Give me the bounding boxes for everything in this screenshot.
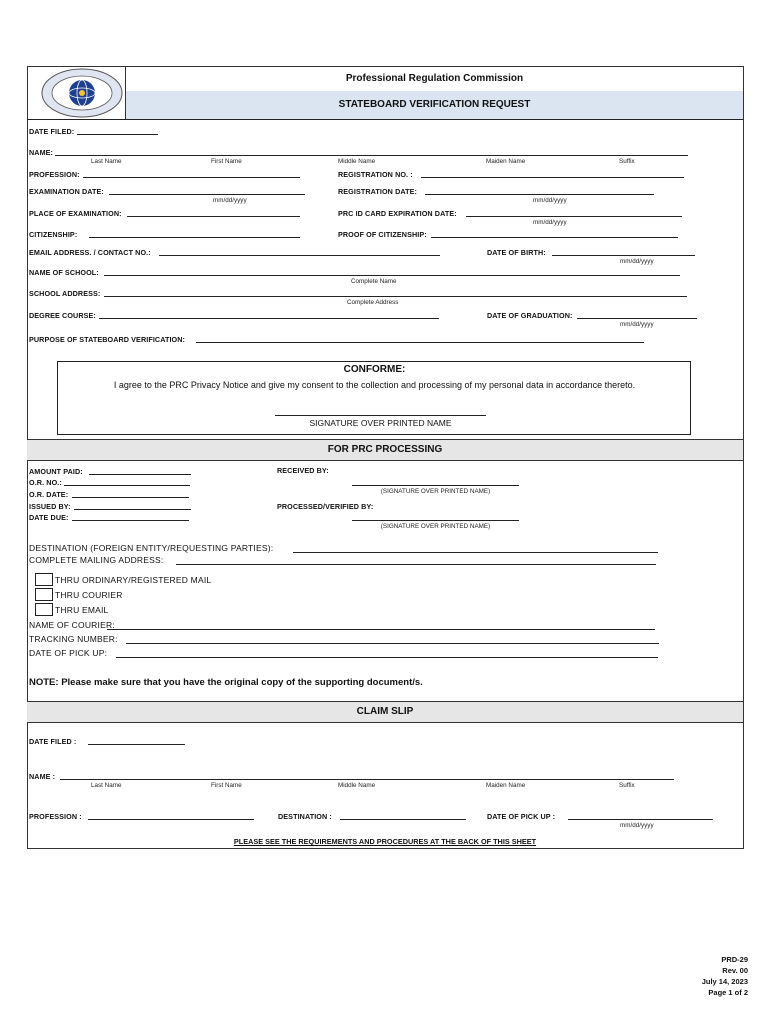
- date-of-pickup-label: DATE OF PICK UP:: [29, 648, 108, 658]
- proof-of-citizenship-field[interactable]: [431, 237, 678, 238]
- prc-id-expiration-field[interactable]: [466, 216, 682, 217]
- claim-maiden-name-caption: Maiden Name: [486, 782, 526, 789]
- citizenship-label: CITIZENSHIP:: [29, 230, 78, 239]
- claim-middle-name-caption: Middle Name: [338, 782, 376, 789]
- issued-by-label: ISSUED BY:: [29, 502, 71, 511]
- claim-last-name-caption: Last Name: [91, 782, 122, 789]
- claim-name-field[interactable]: [60, 779, 674, 780]
- form-code: PRD-29: [721, 955, 748, 964]
- form-title: STATEBOARD VERIFICATION REQUEST: [125, 91, 743, 120]
- registration-no-label: REGISTRATION NO. :: [338, 170, 413, 179]
- prc-id-expiration-label: PRC ID CARD EXPIRATION DATE:: [338, 209, 457, 218]
- name-of-school-field[interactable]: [104, 275, 680, 276]
- supporting-documents-note: NOTE: Please make sure that you have the original copy of the supporting document/s.: [29, 677, 423, 688]
- last-name-caption: Last Name: [91, 158, 122, 165]
- date-of-birth-label: DATE OF BIRTH:: [487, 248, 546, 257]
- date-of-pickup-field[interactable]: [116, 657, 658, 658]
- reg-date-format: mm/dd/yyyy: [533, 197, 567, 204]
- name-of-school-label: NAME OF SCHOOL:: [29, 268, 99, 277]
- claim-destination-field[interactable]: [340, 819, 466, 820]
- amount-paid-label: AMOUNT PAID:: [29, 467, 83, 476]
- see-back-notice: PLEASE SEE THE REQUIREMENTS AND PROCEDURES AT THE BACK OF THIS SHEET: [233, 837, 537, 846]
- date-due-field[interactable]: [72, 520, 189, 521]
- place-of-exam-field[interactable]: [127, 216, 300, 217]
- mailing-address-field[interactable]: [176, 564, 656, 565]
- or-no-label: O.R. NO.:: [29, 478, 62, 487]
- dob-date-format: mm/dd/yyyy: [620, 258, 654, 265]
- school-address-label: SCHOOL ADDRESS:: [29, 289, 101, 298]
- registration-no-field[interactable]: [421, 177, 684, 178]
- email-contact-field[interactable]: [159, 255, 440, 256]
- tracking-number-field[interactable]: [126, 643, 659, 644]
- org-name: Professional Regulation Commission: [125, 66, 743, 92]
- profession-field[interactable]: [83, 177, 300, 178]
- conforme-title: CONFORME:: [343, 364, 406, 375]
- name-of-courier-label: NAME OF COURIER:: [29, 620, 115, 630]
- prc-id-date-format: mm/dd/yyyy: [533, 219, 567, 226]
- destination-field[interactable]: [293, 552, 658, 553]
- registration-date-label: REGISTRATION DATE:: [338, 187, 417, 196]
- claim-date-filed-field[interactable]: [88, 744, 185, 745]
- processed-by-label: PROCESSED/VERIFIED BY:: [277, 502, 374, 511]
- received-by-label: RECEIVED BY:: [277, 466, 329, 475]
- name-of-courier-field[interactable]: [107, 629, 655, 630]
- opt-courier-label: THRU COURIER: [55, 590, 123, 600]
- claim-date-of-pickup-field[interactable]: [568, 819, 713, 820]
- prc-processing-header: FOR PRC PROCESSING: [27, 439, 743, 461]
- claim-first-name-caption: First Name: [211, 782, 242, 789]
- opt-email-label: THRU EMAIL: [55, 605, 109, 615]
- email-checkbox[interactable]: [35, 603, 53, 616]
- or-date-label: O.R. DATE:: [29, 490, 69, 499]
- courier-checkbox[interactable]: [35, 588, 53, 601]
- claim-date-filed-label: DATE FILED :: [29, 737, 77, 746]
- proof-of-citizenship-label: PROOF OF CITIZENSHIP:: [338, 230, 427, 239]
- destination-label: DESTINATION (FOREIGN ENTITY/REQUESTING PARTIES):: [29, 543, 274, 553]
- name-field[interactable]: [55, 155, 688, 156]
- examination-date-field[interactable]: [109, 194, 305, 195]
- first-name-caption: First Name: [211, 158, 242, 165]
- middle-name-caption: Middle Name: [338, 158, 376, 165]
- profession-label: PROFESSION:: [29, 170, 80, 179]
- date-filed-label: DATE FILED:: [29, 127, 75, 136]
- claim-slip-header: CLAIM SLIP: [27, 701, 743, 723]
- degree-course-label: DEGREE COURSE:: [29, 311, 96, 320]
- claim-pickup-date-format: mm/dd/yyyy: [620, 822, 654, 829]
- exam-date-format: mm/dd/yyyy: [213, 197, 247, 204]
- issued-by-field[interactable]: [74, 509, 191, 510]
- date-due-label: DATE DUE:: [29, 513, 69, 522]
- complete-address-caption: Complete Address: [347, 299, 399, 306]
- conforme-signature-line[interactable]: [275, 415, 486, 416]
- processed-by-signature-line[interactable]: [352, 520, 519, 521]
- mail-checkbox[interactable]: [35, 573, 53, 586]
- claim-date-of-pickup-label: DATE OF PICK UP :: [487, 812, 556, 821]
- processed-by-caption: (SIGNATURE OVER PRINTED NAME): [380, 523, 491, 530]
- tracking-number-label: TRACKING NUMBER:: [29, 634, 118, 644]
- complete-name-caption: Complete Name: [351, 278, 397, 285]
- citizenship-field[interactable]: [89, 237, 300, 238]
- form-date: July 14, 2023: [701, 977, 748, 986]
- received-by-caption: (SIGNATURE OVER PRINTED NAME): [380, 488, 491, 495]
- date-of-birth-field[interactable]: [552, 255, 695, 256]
- claim-profession-label: PROFESSION :: [29, 812, 82, 821]
- claim-suffix-caption: Suffix: [619, 782, 635, 789]
- conforme-signature-caption: SIGNATURE OVER PRINTED NAME: [309, 418, 452, 428]
- date-filed-field[interactable]: [77, 134, 158, 135]
- grad-date-format: mm/dd/yyyy: [620, 321, 654, 328]
- claim-destination-label: DESTINATION :: [278, 812, 332, 821]
- or-no-field[interactable]: [64, 485, 190, 486]
- place-of-exam-label: PLACE OF EXAMINATION:: [29, 209, 122, 218]
- prc-seal-logo: [40, 68, 124, 118]
- email-contact-label: EMAIL ADDRESS. / CONTACT NO.:: [29, 248, 151, 257]
- purpose-label: PURPOSE OF STATEBOARD VERIFICATION:: [29, 335, 186, 344]
- examination-date-label: EXAMINATION DATE:: [29, 187, 104, 196]
- purpose-field[interactable]: [196, 342, 644, 343]
- degree-course-field[interactable]: [99, 318, 439, 319]
- school-address-field[interactable]: [104, 296, 687, 297]
- received-by-signature-line[interactable]: [352, 485, 519, 486]
- registration-date-field[interactable]: [425, 194, 654, 195]
- date-of-graduation-label: DATE OF GRADUATION:: [487, 311, 573, 320]
- claim-name-label: NAME :: [29, 772, 56, 781]
- amount-paid-field[interactable]: [89, 474, 191, 475]
- suffix-caption: Suffix: [619, 158, 635, 165]
- or-date-field[interactable]: [72, 497, 189, 498]
- maiden-name-caption: Maiden Name: [486, 158, 526, 165]
- page-number: Page 1 of 2: [708, 988, 748, 997]
- opt-mail-label: THRU ORDINARY/REGISTERED MAIL: [55, 575, 212, 585]
- mailing-address-label: COMPLETE MAILING ADDRESS:: [29, 555, 164, 565]
- name-label: NAME:: [29, 148, 54, 157]
- conforme-text: I agree to the PRC Privacy Notice and give my consent to the collection and processing of my personal data in accordance thereto.: [113, 380, 636, 390]
- date-of-graduation-field[interactable]: [577, 318, 697, 319]
- claim-profession-field[interactable]: [88, 819, 254, 820]
- form-revision: Rev. 00: [722, 966, 748, 975]
